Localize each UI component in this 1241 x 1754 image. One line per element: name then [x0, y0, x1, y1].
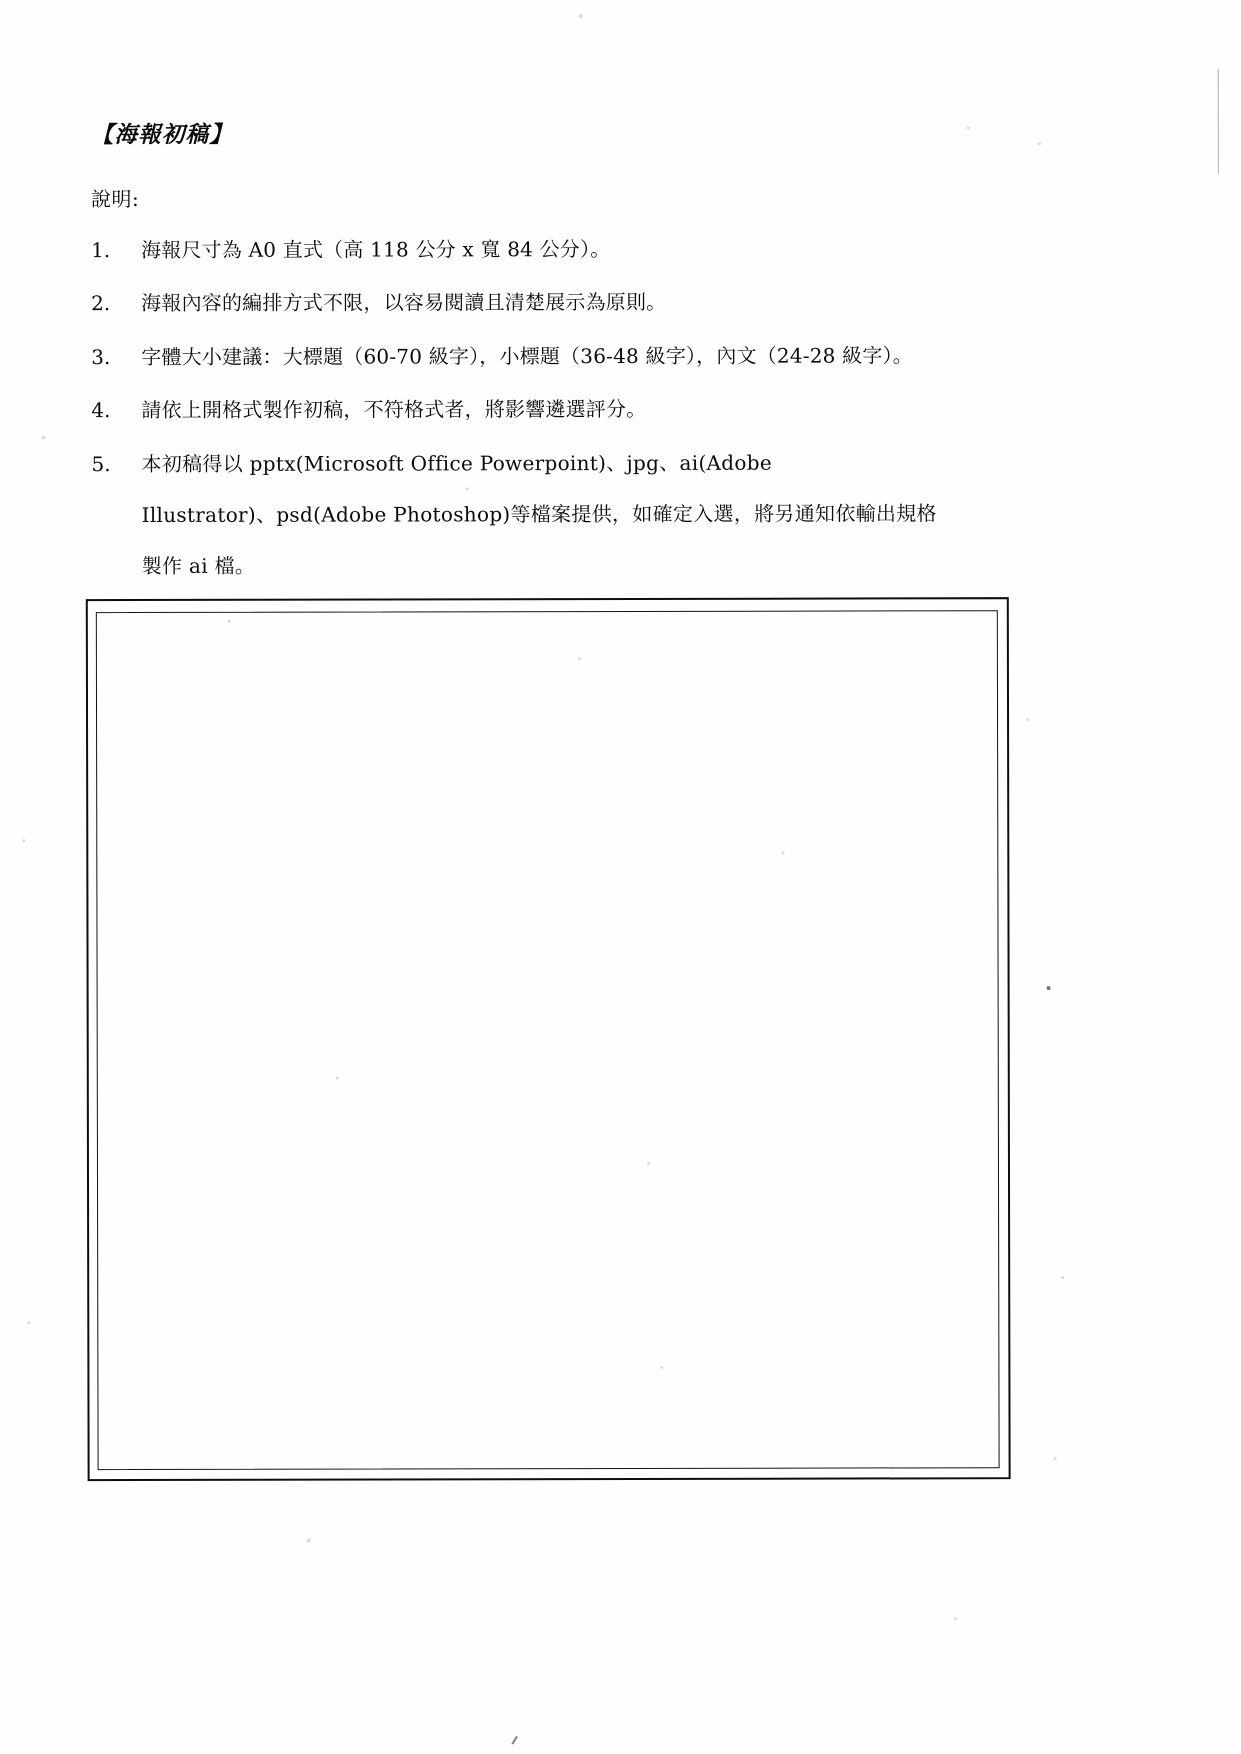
list-item-number: 1.: [91, 238, 111, 263]
scan-speck: [647, 1162, 650, 1165]
poster-draft-inner-border: [96, 610, 1000, 1470]
scan-speck: [307, 1539, 311, 1543]
scan-speck: [781, 852, 784, 855]
list-item-number: 2.: [91, 291, 111, 316]
list-item-line: 字體大小建議：大標題（60-70 級字），小標題（36-48 級字），內文（24-28 級字）。: [141, 343, 913, 369]
scan-speck: [579, 14, 583, 18]
list-item-line: 海報內容的編排方式不限，以容易閱讀且清楚展示為原則。: [141, 290, 667, 316]
scan-speck: [336, 1077, 339, 1080]
list-item-text: [141, 339, 1101, 373]
instructions-list: [91, 232, 1102, 604]
list-item-number: 4.: [91, 398, 111, 423]
scan-speck: [22, 839, 25, 842]
scan-speck: [967, 126, 970, 129]
list-item-line: 本初稿得以 pptx(Microsoft Office Powerpoint)、jpg、ai(Adobe: [141, 450, 773, 476]
scan-speck: [660, 1366, 663, 1369]
scan-speck: [466, 487, 469, 490]
list-item-number: 3.: [91, 344, 111, 369]
list-item: [91, 339, 1101, 374]
page-title: 【海報初稿】: [90, 121, 234, 149]
list-item-text: [141, 285, 1101, 319]
scan-speck: [41, 436, 45, 439]
list-item-line: Illustrator)、psd(Adobe Photoshop)等檔案提供，如確定入選，將另通知依輸出規格: [141, 501, 937, 527]
scan-edge-artifact: [1218, 69, 1219, 174]
scan-speck: [1047, 986, 1051, 990]
list-item: [91, 232, 1101, 267]
scan-speck: [954, 1617, 957, 1620]
list-item: [91, 392, 1101, 427]
scan-speck: [1061, 1276, 1064, 1279]
scan-speck: [228, 620, 231, 623]
scan-speck: [1026, 718, 1029, 721]
list-item-line: 製作 ai 檔。: [141, 554, 256, 579]
scan-speck: [27, 1321, 30, 1324]
list-item-text: [141, 392, 1101, 426]
scan-speck: [578, 657, 581, 660]
list-item: [91, 446, 1101, 583]
list-item-number: 5.: [91, 451, 111, 476]
instructions-label: 說明:: [90, 187, 140, 212]
list-item-line: 請依上開格式製作初稿，不符格式者，將影響遴選評分。: [141, 397, 647, 423]
scan-speck: [1054, 1457, 1057, 1460]
scan-speck: [1038, 142, 1041, 145]
list-item-line: 海報尺寸為 A0 直式（高 118 公分 x 寬 84 公分）。: [141, 237, 611, 263]
list-item-text: [141, 232, 1101, 266]
scan-stray-mark: [511, 1736, 517, 1745]
list-item-text: [141, 446, 1101, 583]
poster-draft-area[interactable]: [86, 597, 1011, 1481]
list-item: [91, 285, 1101, 320]
